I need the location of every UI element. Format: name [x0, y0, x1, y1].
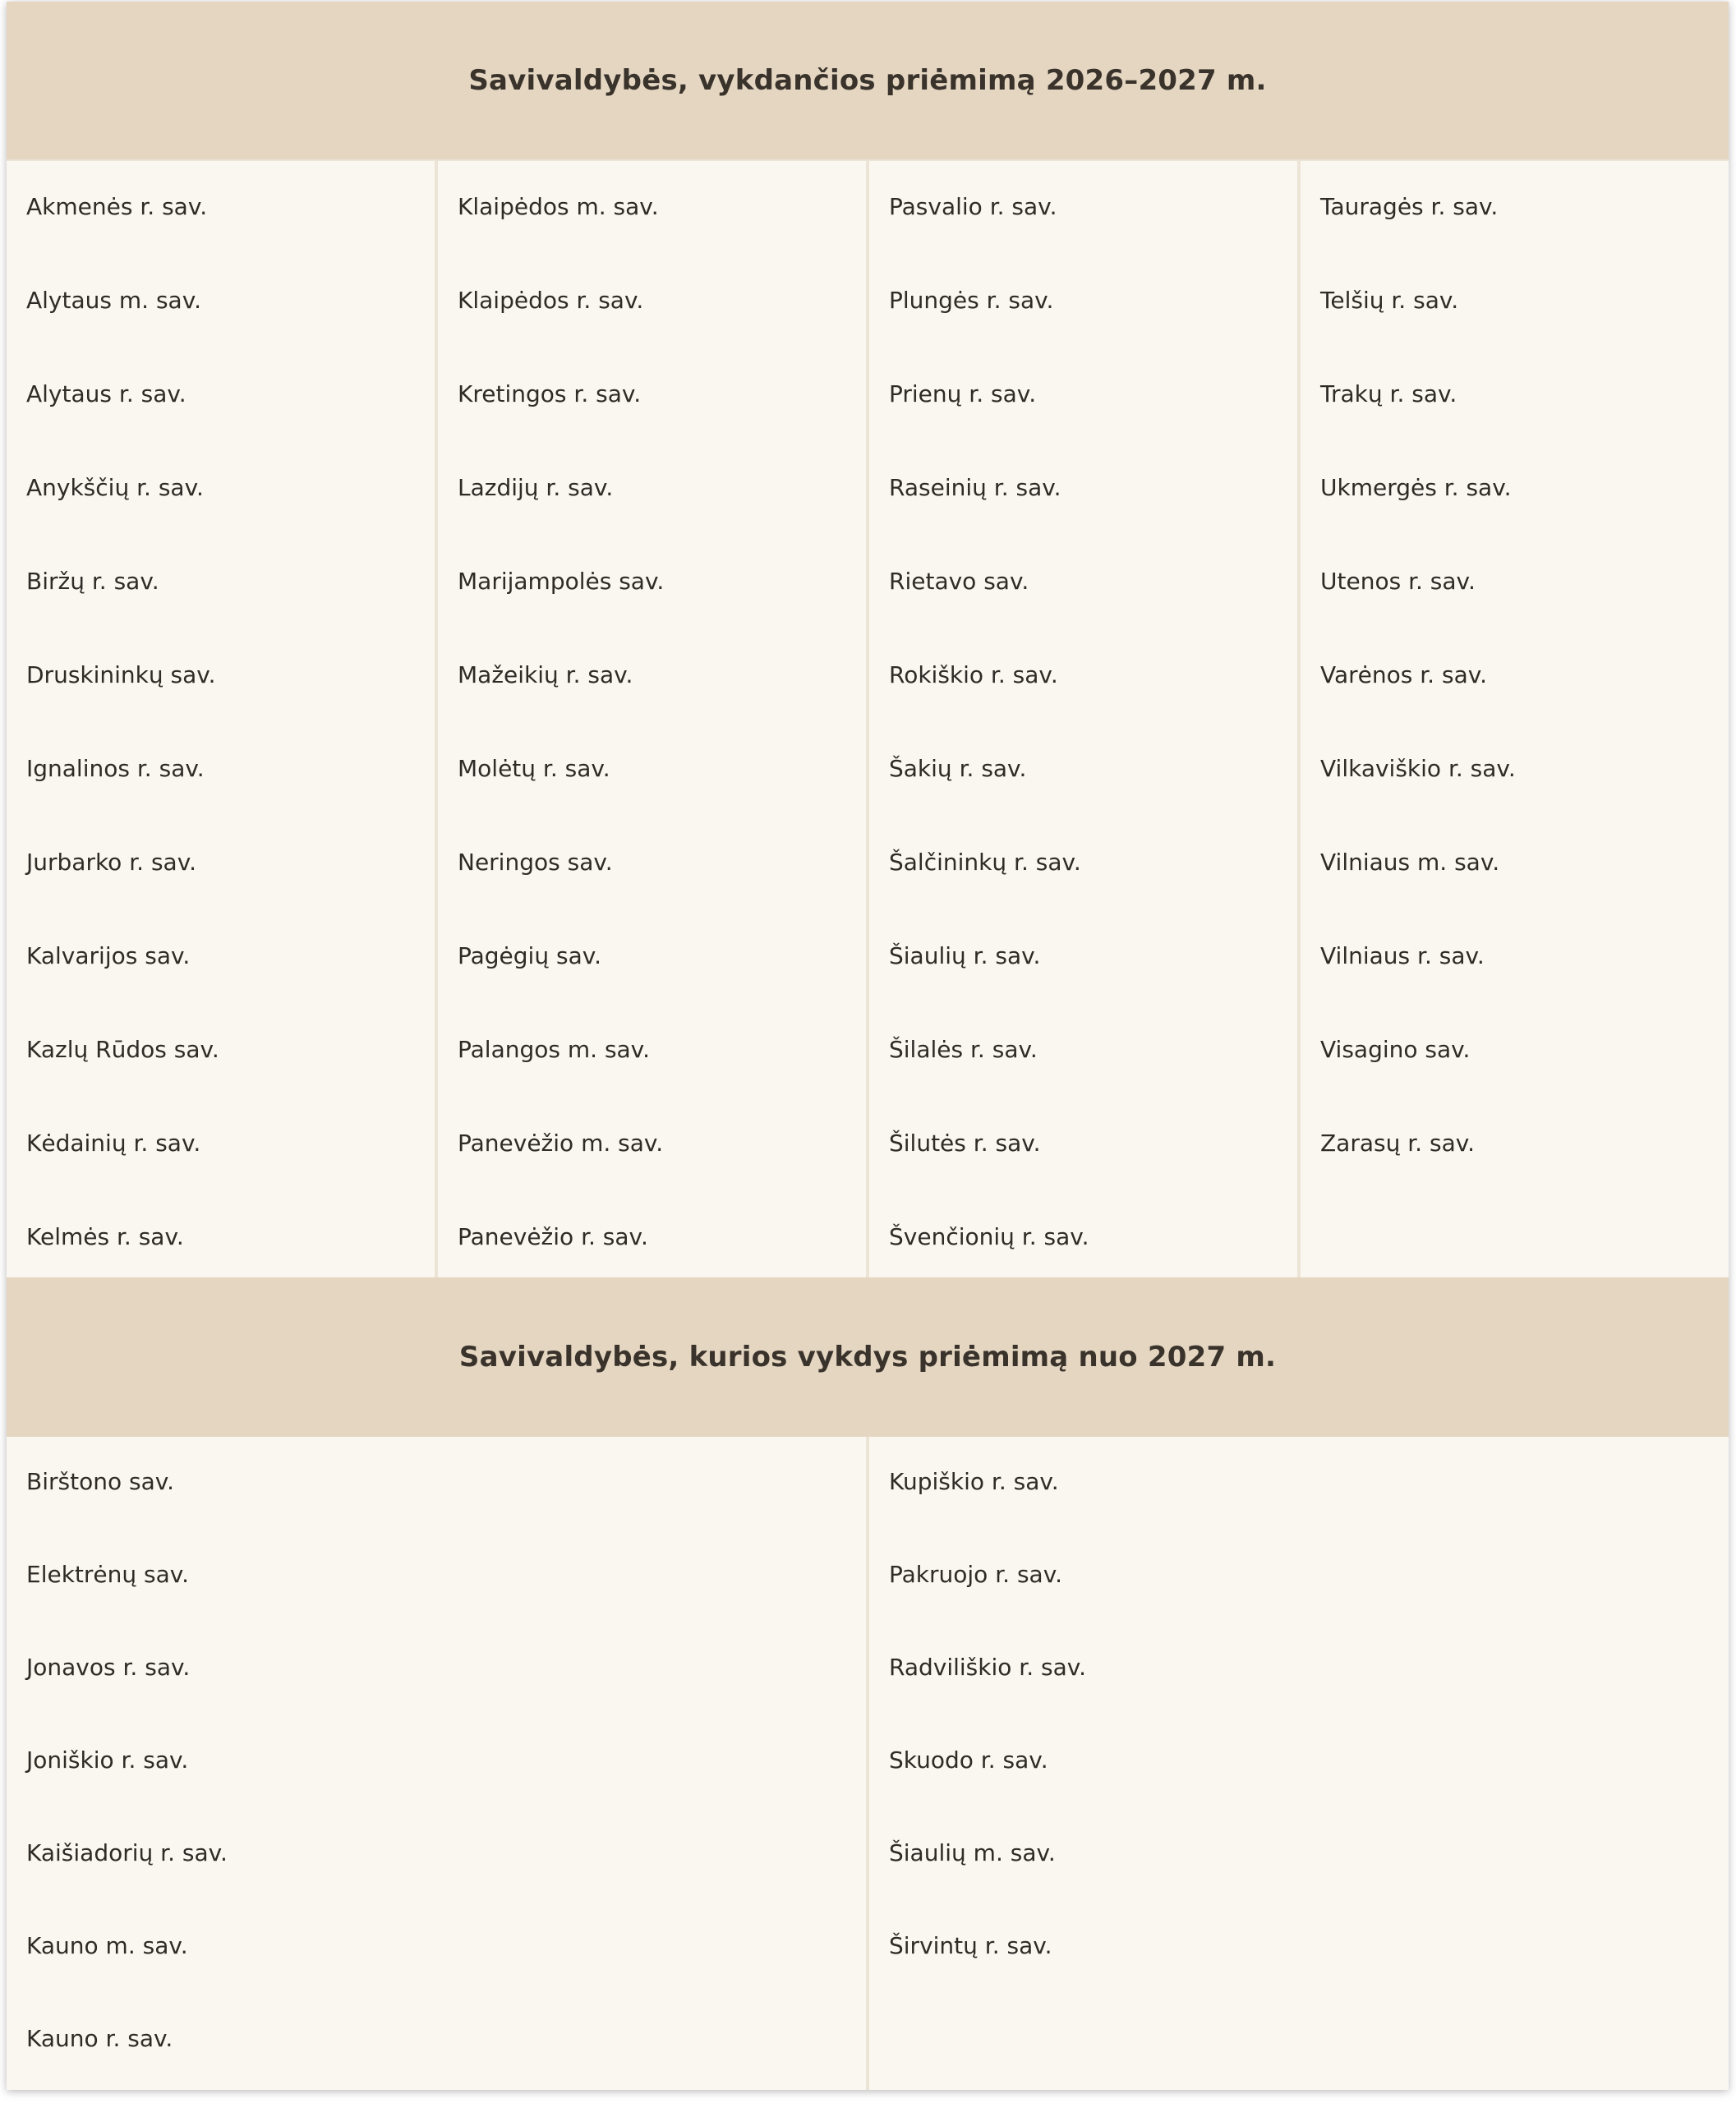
municipality-cell: Ignalinos r. sav. [7, 723, 435, 813]
municipality-cell: Zarasų r. sav. [1301, 1098, 1729, 1188]
table-column [869, 161, 1297, 1277]
municipality-cell: Panevėžio m. sav. [438, 1098, 866, 1188]
municipality-cell: Šiaulių r. sav. [869, 910, 1297, 1001]
municipality-cell: Šiaulių m. sav. [869, 1808, 1729, 1898]
municipality-cell: Kupiškio r. sav. [869, 1437, 1729, 1526]
municipality-cell: Vilniaus m. sav. [1301, 817, 1729, 907]
municipality-cell: Kretingos r. sav. [438, 348, 866, 439]
municipality-cell: Neringos sav. [438, 817, 866, 907]
municipality-cell: Širvintų r. sav. [869, 1901, 1729, 1990]
municipality-cell: Kėdainių r. sav. [7, 1098, 435, 1188]
empty-cell [869, 1994, 1729, 2090]
table-column [1301, 161, 1729, 1277]
municipality-cell: Lazdijų r. sav. [438, 442, 866, 532]
table-column [869, 1437, 1729, 2090]
municipality-cell: Anykščių r. sav. [7, 442, 435, 532]
municipality-cell: Biržų r. sav. [7, 536, 435, 626]
municipality-cell: Šilalės r. sav. [869, 1004, 1297, 1094]
municipality-cell: Panevėžio r. sav. [438, 1191, 866, 1282]
table-column [7, 1437, 866, 2090]
municipalities-table [7, 2, 1729, 2090]
municipality-cell: Jurbarko r. sav. [7, 817, 435, 907]
municipality-cell: Klaipėdos m. sav. [438, 161, 866, 251]
municipality-grid-2026 [7, 161, 1729, 1277]
municipality-cell: Palangos m. sav. [438, 1004, 866, 1094]
municipality-cell: Plungės r. sav. [869, 255, 1297, 345]
municipality-cell: Visagino sav. [1301, 1004, 1729, 1094]
municipality-cell: Druskininkų sav. [7, 629, 435, 720]
municipality-cell: Kelmės r. sav. [7, 1191, 435, 1282]
municipality-cell: Šilutės r. sav. [869, 1098, 1297, 1188]
municipality-cell: Akmenės r. sav. [7, 161, 435, 251]
empty-cell [7, 2087, 866, 2090]
municipality-cell: Telšių r. sav. [1301, 255, 1729, 345]
section-header-2027 [7, 1277, 1729, 1437]
municipality-cell: Marijampolės sav. [438, 536, 866, 626]
section-title-2026: Savivaldybės, vykdančios priėmimą 2026–2027 m. [468, 64, 1267, 97]
municipality-cell: Kazlų Rūdos sav. [7, 1004, 435, 1094]
municipality-cell: Klaipėdos r. sav. [438, 255, 866, 345]
municipality-cell: Kaišiadorių r. sav. [7, 1808, 866, 1898]
municipality-cell: Ukmergės r. sav. [1301, 442, 1729, 532]
municipality-cell: Radviliškio r. sav. [869, 1622, 1729, 1712]
section-header-2026 [7, 2, 1729, 159]
municipality-cell: Kalvarijos sav. [7, 910, 435, 1001]
municipality-cell: Šakių r. sav. [869, 723, 1297, 813]
municipality-cell: Kauno m. sav. [7, 1901, 866, 1990]
municipality-cell: Elektrėnų sav. [7, 1530, 866, 1619]
municipality-cell: Rietavo sav. [869, 536, 1297, 626]
municipality-cell: Molėtų r. sav. [438, 723, 866, 813]
municipality-cell: Tauragės r. sav. [1301, 161, 1729, 251]
municipality-cell: Alytaus m. sav. [7, 255, 435, 345]
municipality-cell: Kauno r. sav. [7, 1994, 866, 2083]
municipality-cell: Prienų r. sav. [869, 348, 1297, 439]
municipality-cell: Raseinių r. sav. [869, 442, 1297, 532]
municipality-cell: Alytaus r. sav. [7, 348, 435, 439]
municipality-cell: Trakų r. sav. [1301, 348, 1729, 439]
municipality-cell: Šalčininkų r. sav. [869, 817, 1297, 907]
municipality-cell: Joniškio r. sav. [7, 1715, 866, 1805]
municipality-cell: Varėnos r. sav. [1301, 629, 1729, 720]
municipality-cell: Vilkaviškio r. sav. [1301, 723, 1729, 813]
municipality-cell: Vilniaus r. sav. [1301, 910, 1729, 1001]
municipality-cell: Pakruojo r. sav. [869, 1530, 1729, 1619]
municipality-cell: Rokiškio r. sav. [869, 629, 1297, 720]
municipality-cell: Mažeikių r. sav. [438, 629, 866, 720]
section-title-2027: Savivaldybės, kurios vykdys priėmimą nuo 2027 m. [458, 1341, 1277, 1374]
municipality-cell: Pagėgių sav. [438, 910, 866, 1001]
municipality-cell: Birštono sav. [7, 1437, 866, 1526]
municipality-cell: Utenos r. sav. [1301, 536, 1729, 626]
municipality-cell: Skuodo r. sav. [869, 1715, 1729, 1805]
municipality-grid-2027 [7, 1437, 1729, 2090]
municipality-cell: Pasvalio r. sav. [869, 161, 1297, 251]
municipality-cell: Švenčionių r. sav. [869, 1191, 1297, 1282]
table-column [438, 161, 866, 1277]
empty-cell [1301, 1191, 1729, 1277]
table-column [7, 161, 435, 1277]
municipality-cell: Jonavos r. sav. [7, 1622, 866, 1712]
